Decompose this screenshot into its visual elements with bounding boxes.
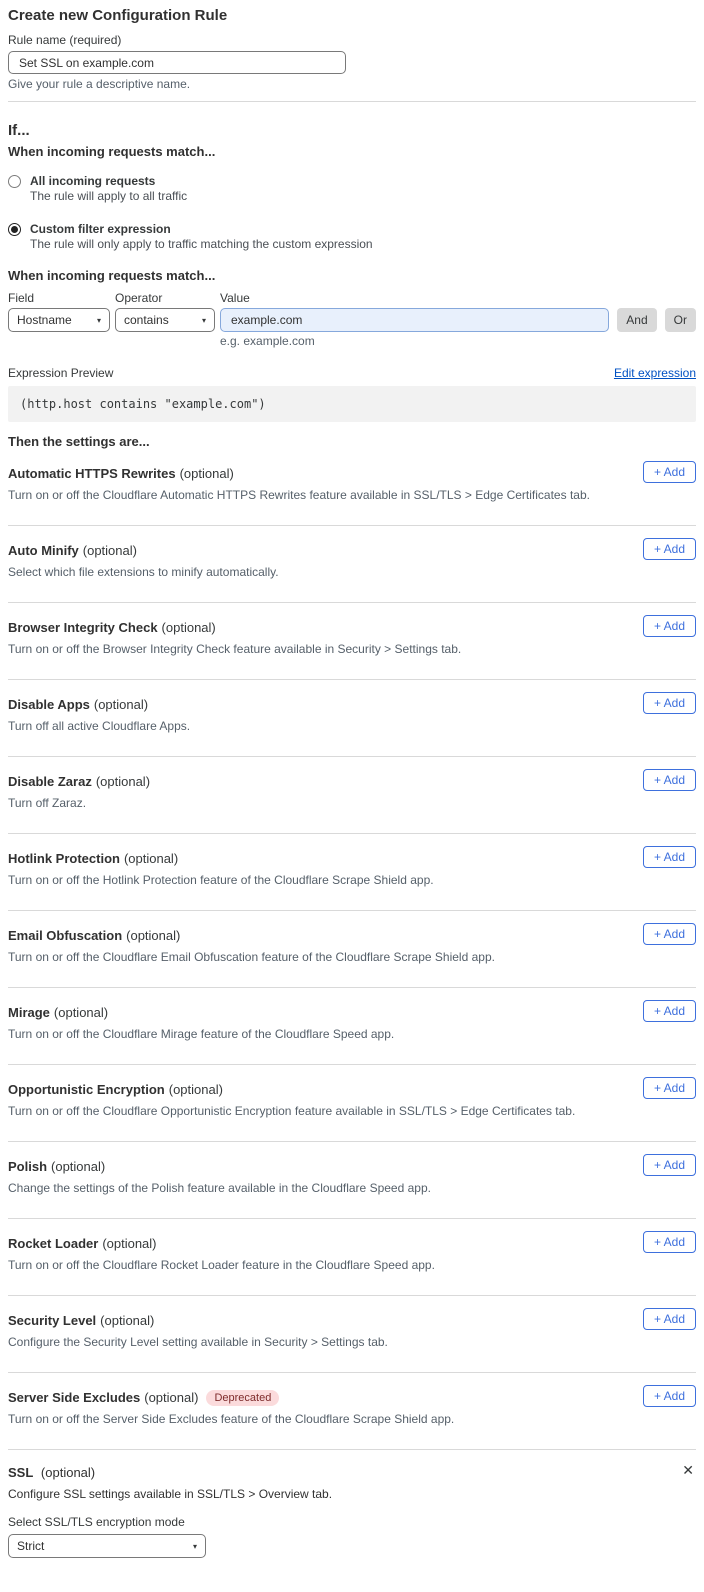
radio-option-label: Custom filter expression xyxy=(30,222,171,236)
setting-optional-suffix: (optional) xyxy=(40,1465,96,1480)
match-heading: When incoming requests match... xyxy=(8,144,216,159)
setting-optional-suffix: (optional) xyxy=(123,851,179,866)
add-button[interactable]: + Add xyxy=(643,461,696,483)
setting-description: Change the settings of the Polish feature available in the Cloudflare Speed app. xyxy=(8,1181,431,1195)
setting-description: Turn on or off the Cloudflare Email Obfuscation feature of the Cloudflare Scrape Shield app. xyxy=(8,950,495,964)
chevron-down-icon: ▾ xyxy=(201,315,206,325)
deprecated-badge: Deprecated xyxy=(206,1390,279,1406)
ssl-title xyxy=(8,1462,696,1481)
setting-description: Turn on or off the Cloudflare Mirage feature of the Cloudflare Speed app. xyxy=(8,1027,395,1041)
setting-description: Turn on or off the Browser Integrity Check feature available in Security > Settings tab. xyxy=(8,642,462,656)
setting-name: Automatic HTTPS Rewrites xyxy=(8,466,176,481)
setting-row-disable-zaraz xyxy=(8,757,696,834)
if-heading: If... xyxy=(8,122,30,139)
setting-name: Email Obfuscation xyxy=(8,928,123,943)
setting-name: Disable Zaraz xyxy=(8,774,92,789)
add-button[interactable]: + Add xyxy=(643,923,696,945)
setting-title xyxy=(8,1159,696,1175)
add-button[interactable]: + Add xyxy=(643,538,696,560)
builder-heading: When incoming requests match... xyxy=(8,268,216,283)
setting-description: Configure the Security Level setting available in Security > Settings tab. xyxy=(8,1335,388,1349)
setting-optional-suffix: (optional) xyxy=(161,620,216,635)
setting-title xyxy=(8,1005,696,1021)
setting-optional-suffix: (optional) xyxy=(53,1005,109,1020)
setting-description: Turn on or off the Cloudflare Opportunistic Encryption feature available in SSL/TLS > Edge Certificates tab. xyxy=(8,1104,576,1118)
setting-title xyxy=(8,697,696,713)
setting-name: Rocket Loader xyxy=(8,1236,99,1251)
chevron-down-icon: ▾ xyxy=(192,1541,197,1551)
setting-row-ssl-expanded xyxy=(8,1450,696,1558)
setting-name: Disable Apps xyxy=(8,697,90,712)
setting-title xyxy=(8,1313,696,1329)
field-label: Field xyxy=(8,291,35,305)
add-button[interactable]: + Add xyxy=(643,615,696,637)
setting-row-security-level xyxy=(8,1296,696,1373)
setting-row-disable-apps xyxy=(8,680,696,757)
add-button[interactable]: + Add xyxy=(643,692,696,714)
close-icon[interactable]: ✕ xyxy=(682,1462,694,1478)
page-title: Create new Configuration Rule xyxy=(8,7,228,24)
setting-optional-suffix: (optional) xyxy=(82,543,137,558)
add-button[interactable]: + Add xyxy=(643,1154,696,1176)
setting-description: Turn on or off the Cloudflare Automatic HTTPS Rewrites feature available in SSL/TLS > Edge Certificates tab. xyxy=(8,488,590,502)
setting-row-auto-minify xyxy=(8,526,696,603)
radio-option-all-incoming-requests[interactable] xyxy=(8,174,696,204)
rule-name-input[interactable] xyxy=(8,51,346,74)
value-input[interactable] xyxy=(220,308,609,332)
setting-optional-suffix: (optional) xyxy=(93,697,149,712)
add-button[interactable]: + Add xyxy=(643,1077,696,1099)
setting-optional-suffix: (optional) xyxy=(168,1082,223,1097)
setting-name: Hotlink Protection xyxy=(8,851,120,866)
setting-name: Mirage xyxy=(8,1005,50,1020)
setting-title xyxy=(8,1082,696,1098)
setting-name: Browser Integrity Check xyxy=(8,620,158,635)
radio-option-label: All incoming requests xyxy=(30,174,156,188)
setting-name: Server Side Excludes xyxy=(8,1390,141,1405)
field-select-value: Hostname xyxy=(17,313,72,327)
expression-preview-code: (http.host contains "example.com") xyxy=(8,386,696,422)
setting-description: Turn off Zaraz. xyxy=(8,796,87,810)
setting-description: Turn on or off the Hotlink Protection feature of the Cloudflare Scrape Shield app. xyxy=(8,873,434,887)
setting-optional-suffix: (optional) xyxy=(51,1159,106,1174)
setting-name: Polish xyxy=(8,1159,48,1174)
then-settings-heading: Then the settings are... xyxy=(8,434,150,449)
setting-row-server-side-excludes xyxy=(8,1373,696,1450)
setting-optional-suffix: (optional) xyxy=(144,1390,199,1405)
setting-title xyxy=(8,1390,696,1406)
add-button[interactable]: + Add xyxy=(643,846,696,868)
setting-title xyxy=(8,620,696,636)
chevron-down-icon: ▾ xyxy=(96,315,101,325)
radio-unselected-icon[interactable] xyxy=(8,175,21,188)
setting-name: Auto Minify xyxy=(8,543,79,558)
operator-select-value: contains xyxy=(124,313,169,327)
setting-optional-suffix: (optional) xyxy=(100,1313,155,1328)
setting-description: Turn on or off the Cloudflare Rocket Loader feature in the Cloudflare Speed app. xyxy=(8,1258,435,1272)
ssl-mode-label: Select SSL/TLS encryption mode xyxy=(8,1515,185,1529)
section-divider xyxy=(8,101,696,102)
radio-option-custom-filter-expression[interactable] xyxy=(8,222,696,252)
add-button[interactable]: + Add xyxy=(643,1385,696,1407)
setting-row-email-obfuscation xyxy=(8,911,696,988)
rule-name-label: Rule name (required) xyxy=(8,33,122,47)
ssl-description: Configure SSL settings available in SSL/TLS > Overview tab. xyxy=(8,1487,333,1501)
setting-name: Opportunistic Encryption xyxy=(8,1082,165,1097)
setting-title xyxy=(8,928,696,944)
setting-row-hotlink-protection xyxy=(8,834,696,911)
setting-description: Select which file extensions to minify automatically. xyxy=(8,565,279,579)
setting-title xyxy=(8,543,696,559)
setting-title xyxy=(8,851,696,867)
add-button[interactable]: + Add xyxy=(643,1231,696,1253)
setting-optional-suffix: (optional) xyxy=(126,928,181,943)
setting-title xyxy=(8,1236,696,1252)
setting-title xyxy=(8,774,696,790)
edit-expression-link[interactable]: Edit expression xyxy=(613,366,696,380)
value-label: Value xyxy=(220,291,250,305)
setting-optional-suffix: (optional) xyxy=(102,1236,157,1251)
radio-option-description: The rule will only apply to traffic matching the custom expression xyxy=(30,237,373,251)
radio-option-description: The rule will apply to all traffic xyxy=(30,189,188,203)
value-hint: e.g. example.com xyxy=(220,334,315,348)
ssl-mode-select[interactable] xyxy=(8,1534,206,1558)
setting-description: Turn on or off the Server Side Excludes feature of the Cloudflare Scrape Shield app. xyxy=(8,1412,455,1426)
setting-optional-suffix: (optional) xyxy=(179,466,234,481)
setting-optional-suffix: (optional) xyxy=(95,774,151,789)
ssl-mode-select-value: Strict xyxy=(17,1539,45,1553)
setting-name: Security Level xyxy=(8,1313,97,1328)
expression-preview-label: Expression Preview xyxy=(8,366,114,380)
field-select[interactable] xyxy=(8,308,110,332)
setting-row-mirage xyxy=(8,988,696,1065)
operator-select[interactable] xyxy=(115,308,215,332)
rule-name-help: Give your rule a descriptive name. xyxy=(8,77,191,91)
setting-title xyxy=(8,466,696,482)
add-button[interactable]: + Add xyxy=(643,1308,696,1330)
operator-label: Operator xyxy=(115,291,163,305)
setting-row-polish xyxy=(8,1142,696,1219)
setting-row-browser-integrity-check xyxy=(8,603,696,680)
setting-row-opportunistic-encryption xyxy=(8,1065,696,1142)
setting-name: SSL xyxy=(8,1465,34,1480)
or-button[interactable]: Or xyxy=(665,308,696,332)
and-button[interactable]: And xyxy=(617,308,656,332)
add-button[interactable]: + Add xyxy=(643,769,696,791)
setting-description: Turn off all active Cloudflare Apps. xyxy=(8,719,191,733)
radio-selected-icon[interactable] xyxy=(8,223,21,236)
add-button[interactable]: + Add xyxy=(643,1000,696,1022)
setting-row-automatic-https-rewrites xyxy=(8,449,696,526)
setting-row-rocket-loader xyxy=(8,1219,696,1296)
